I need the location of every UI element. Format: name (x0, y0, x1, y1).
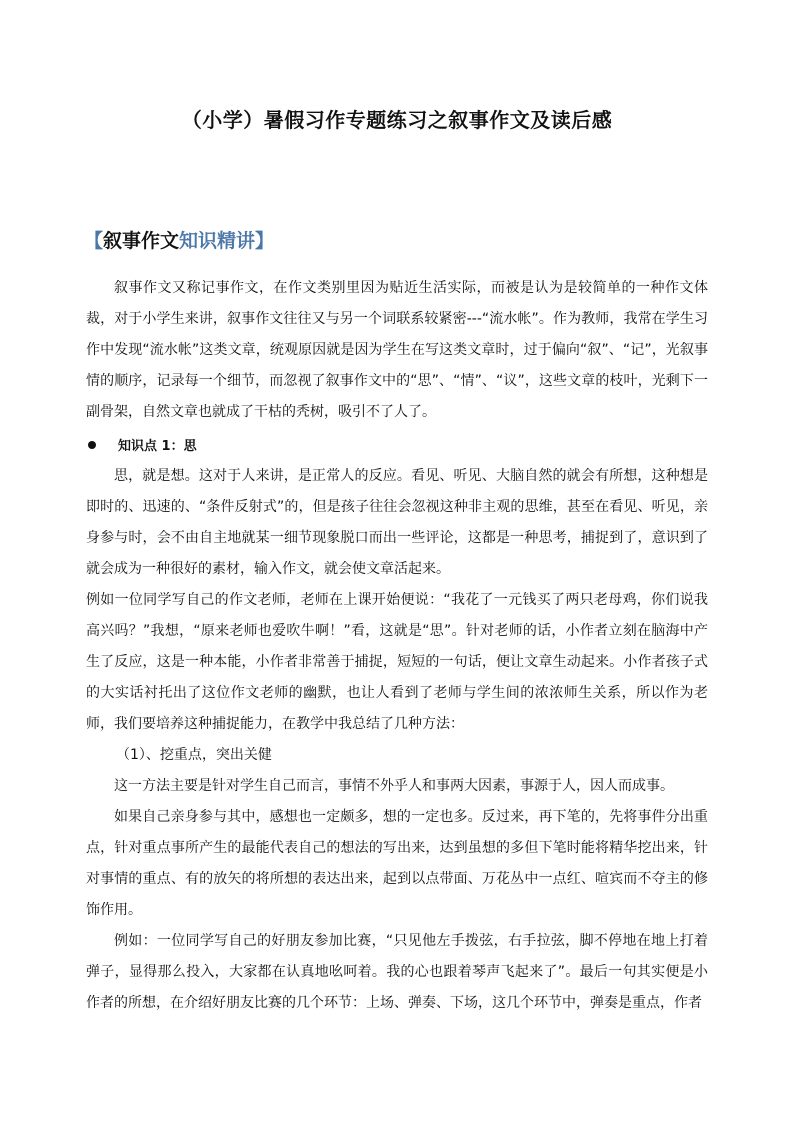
bullet-dot-icon (88, 441, 96, 449)
heading-dark-text: 叙事作文 (103, 230, 180, 252)
paragraph-intro: 叙事作文又称记事作文，在作文类别里因为贴近生活实际，而被是认为是较简单的一种作文体裁，对于小学生来讲，叙事作文往往又与另一个词联系较紧密---“流水帐”。作为教师，我常在学生习作中发现“流水帐”这类文章，统观原因就是因为学生在写这类文章时，过于偏向“叙”、“记”，光叙事情的顺序，记录每一个细节，而忽视了叙事作文中的“思”、“情”、“议”，这些文章的枝叶，光剩下一副骨架，自然文章也就成了干枯的秃树，吸引不了人了。 (86, 280, 708, 420)
paragraph-think: 思，就是想。这对于人来讲，是正常人的反应。看见、听见、大脑自然的就会有所想，这种想是即时的、迅速的、“条件反射式”的，但是孩子往往会忽视这种非主观的思维，甚至在看见、听见，亲身参与时，会不由自主地就某一细节现象脱口而出一些评论，这都是一种思考，捕捉到了，意识到了就会成为一种很好的素材，输入作文，就会使文章活起来。 (86, 468, 708, 577)
heading-blue-text: 知识精讲 (179, 230, 256, 252)
document-title: （小学）暑假习作专题练习之叙事作文及读后感 (181, 108, 613, 132)
heading-open-bracket: 【 (84, 230, 104, 252)
knowledge-point-bullet (86, 428, 708, 461)
heading-close-bracket: 】 (255, 230, 275, 252)
paragraph-method-detail: 如果自己亲身参与其中，感想也一定颇多，想的一定也多。反过来，再下笔的，先将事件分出重点，针对重点事所产生的最能代表自己的想法的写出来，达到虽想的多但下笔时能将精华挖出来，针对事情的重点、有的放矢的将所想的表达出来，起到以点带面、万花丛中一点红、喧宾而不夺主的修饰作用。 (86, 809, 708, 918)
section-heading (84, 226, 274, 253)
paragraph-method-intro: 这一方法主要是针对学生自己而言，事情不外乎人和事两大因素，事源于人，因人而成事。 (114, 778, 674, 794)
paragraph-example-teacher: 例如一位同学写自己的作文老师，老师在上课开始便说：“我花了一元钱买了两只老母鸡，你们说我高兴吗？”我想，“原来老师也爱吹牛啊！”看，这就是“思”。针对老师的话，小作者立刻在脑海中产生了反应，这是一种本能，小作者非常善于捕捉，短短的一句话，便让文章生动起来。小作者孩子式的大实话衬托出了这位作文老师的幽默，也让人看到了老师与学生间的浓浓师生关系，所以作为老师，我们要培养这种捕捉能力，在教学中我总结了几种方法： (86, 592, 708, 732)
method-subheading: （1）、挖重点，突出关健 (116, 747, 272, 763)
knowledge-point-label: 知识点 1：思 (118, 439, 197, 454)
paragraph-example-friend: 例如：一位同学写自己的好朋友参加比赛，“只见他左手拨弦，右手拉弦，脚不停地在地上打着弹子，显得那么投入，大家都在认真地吆呵着。我的心也跟着琴声飞起来了”。最后一句其实便是小作者的所想，在介绍好朋友比赛的几个环节：上场、弹奏、下场，这几个环节中，弹奏是重点，作者 (86, 933, 708, 1011)
document-body (86, 273, 708, 1019)
